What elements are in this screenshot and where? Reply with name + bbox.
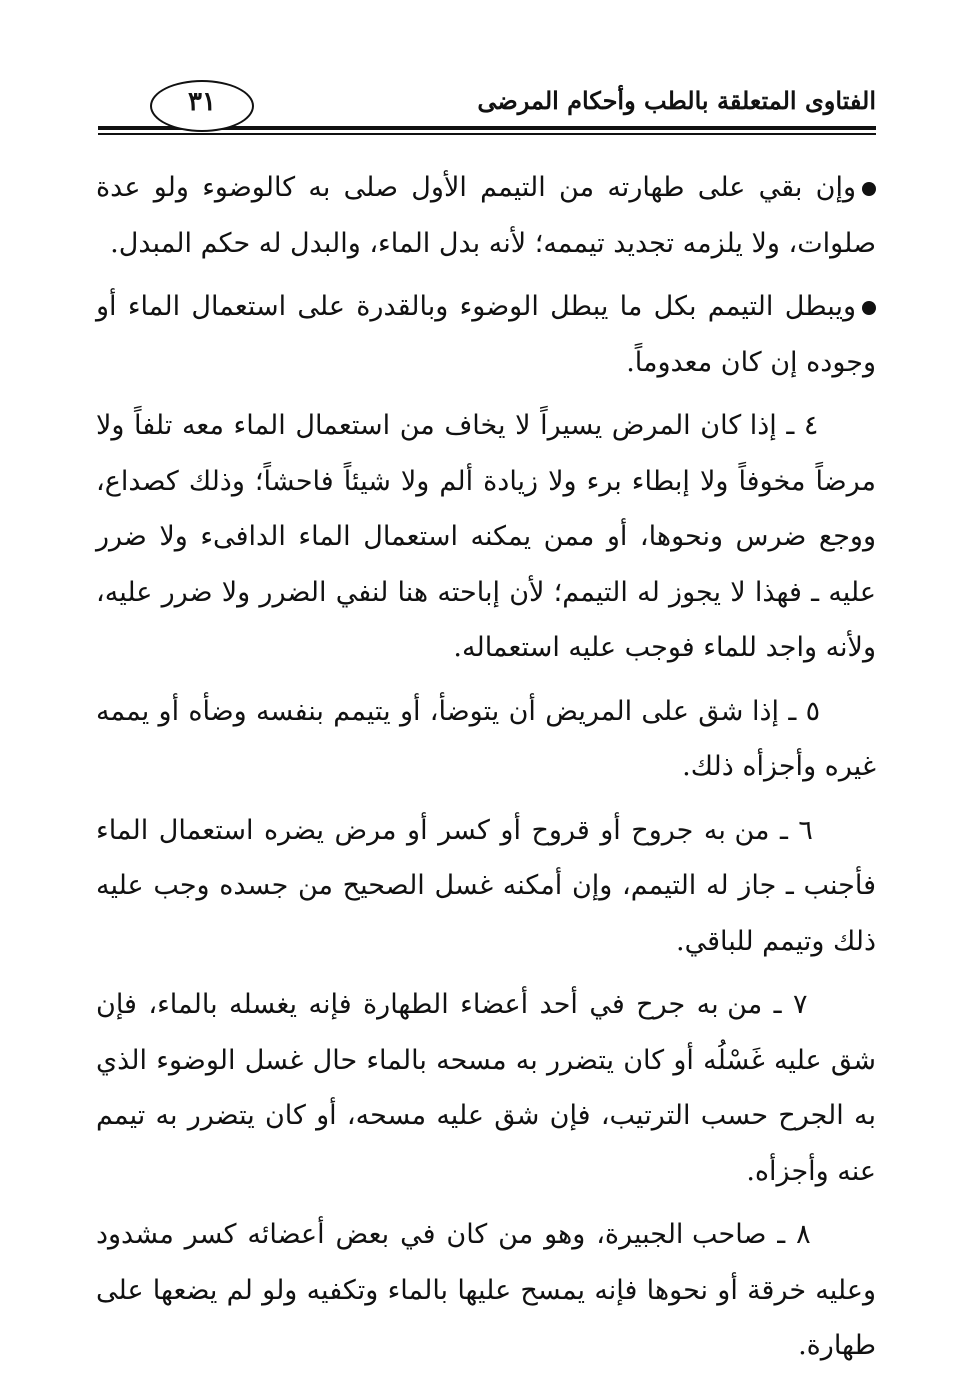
header-rule-thin <box>98 133 876 135</box>
paragraph-item-6 <box>96 803 876 970</box>
paragraph-text: ويبطل التيمم بكل ما يبطل الوضوء وبالقدرة على استعمال الماء أو وجوده إن كان معدوماً. <box>96 291 876 378</box>
page-header <box>98 72 876 142</box>
paragraph-text: وإن بقي على طهارته من التيمم الأول صلى به كالوضوء ولو عدة صلوات، ولا يلزمه تجديد تيممه؛ لأنه بدل الماء، والبدل له حكم المبدل. <box>96 172 876 259</box>
body-text <box>96 160 876 1382</box>
item-number: ٦ ـ <box>779 814 813 846</box>
item-number: ٥ ـ <box>788 695 821 727</box>
paragraph-text: من به جروح أو قروح أو كسر أو مرض يضره استعمال الماء فأجنب ـ جاز له التيمم، وإن أمكنه غسل الصحيح من جسده وجب عليه ذلك وتيمم للباقي. <box>96 814 876 957</box>
item-number: ٧ ـ <box>773 989 808 1020</box>
running-title: الفتاوى المتعلقة بالطب وأحكام المرضى <box>477 86 876 115</box>
paragraph-text: إذا شق على المريض أن يتوضأ، أو يتيمم بنفسه وضأه أو يممه غيره وأجزأه ذلك. <box>96 695 876 782</box>
bullet-icon <box>862 301 876 315</box>
paragraph-item-5 <box>96 684 876 795</box>
paragraph-text: إذا كان المرض يسيراً لا يخاف من استعمال الماء معه تلفاً ولا مرضاً مخوفاً ولا إبطاء برء ولا زيادة ألم ولا شيئاً فاحشاً؛ وذلك كصداع، ووجع ضرس ونحوها، أو ممن يمكنه استعمال الماء الدافىء ولا ضرر عليه ـ فهذا لا يجوز له التيمم؛ لأن إباحته هنا لنفي الضرر ولا ضرر عليه، ولأنه واجد للماء فوجب عليه استعماله. <box>96 410 876 663</box>
item-number: ٨ ـ <box>777 1219 811 1250</box>
bullet-icon <box>862 182 876 196</box>
paragraph-item-7 <box>96 977 876 1199</box>
page-number: ٣١ <box>188 87 216 117</box>
paragraph-text: صاحب الجبيرة، وهو من كان في بعض أعضائه كسر مشدود وعليه خرقة أو نحوها فإنه يمسح عليها بالماء وتكفيه ولو لم يضعها على طهارة. <box>96 1219 876 1361</box>
page-number-oval <box>150 80 254 132</box>
item-number: ٤ ـ <box>786 410 819 441</box>
paragraph-item-4 <box>96 398 876 676</box>
paragraph-bullet-1 <box>96 160 876 271</box>
paragraph-bullet-2 <box>96 279 876 390</box>
paragraph-text: من به جرح في أحد أعضاء الطهارة فإنه يغسله بالماء، فإن شق عليه غَسْلُه أو كان يتضرر به مسحه بالماء حال غسل الوضوء الذي به الجرح حسب الترتيب، فإن شق عليه مسحه، أو كان يتضرر به تيمم عنه وأجزأه. <box>96 989 876 1187</box>
paragraph-item-8 <box>96 1207 876 1374</box>
